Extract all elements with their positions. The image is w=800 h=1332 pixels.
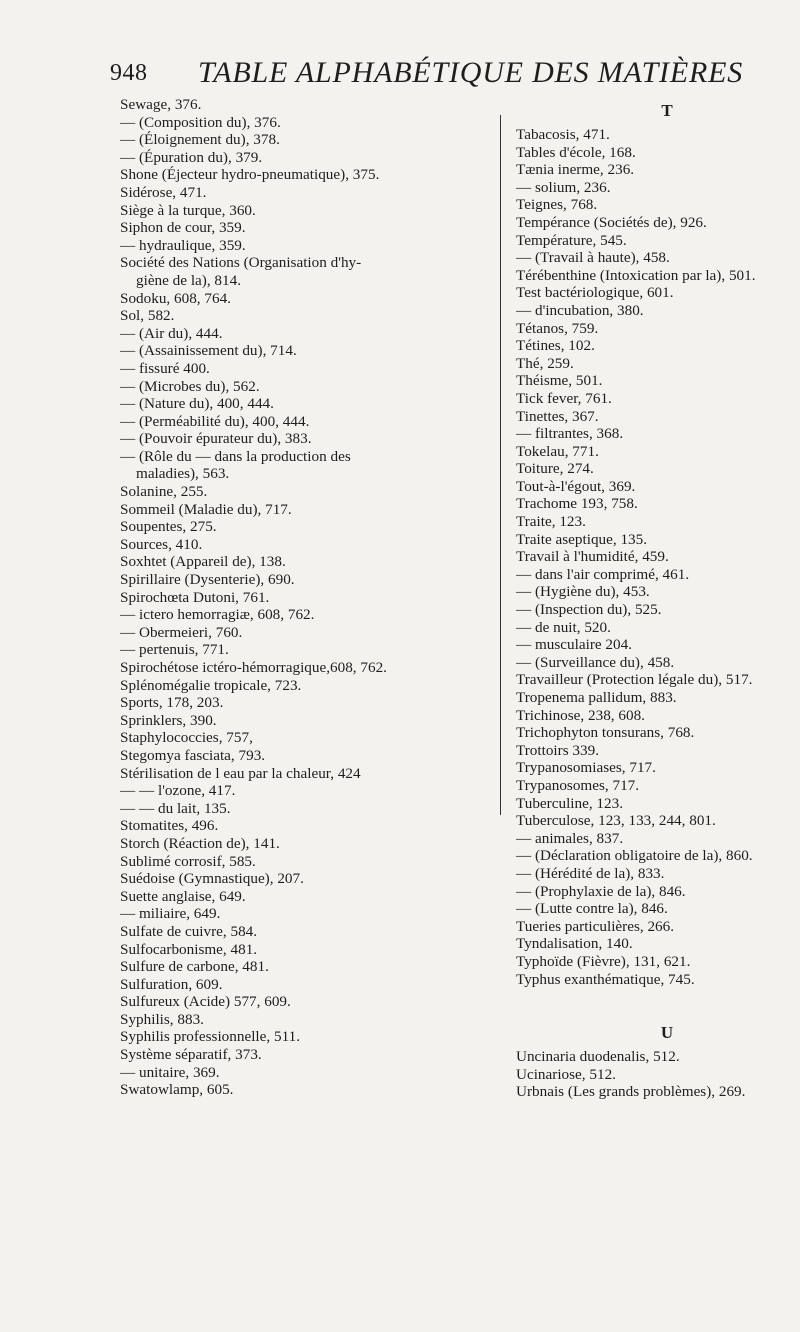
section-t-entries: [516, 126, 798, 988]
right-column: [516, 96, 798, 1101]
index-entry: Siphon de cour, 359.: [120, 219, 246, 237]
index-entry: Tuberculose, 123, 133, 244, 801.: [516, 812, 716, 830]
index-entry: — Obermeieri, 760.: [120, 623, 243, 641]
index-entry: — musculaire 204.: [516, 636, 632, 654]
index-entry: giène de la), 814.: [136, 271, 242, 289]
index-entry: Soxhtet (Appareil de), 138.: [120, 553, 286, 571]
index-entry: — (Microbes du), 562.: [120, 377, 260, 395]
index-entry: — d'incubation, 380.: [516, 301, 644, 319]
index-entry: — dans l'air comprimé, 461.: [516, 565, 690, 583]
index-entry: Sulfate de cuivre, 584.: [120, 922, 258, 940]
index-entry: Solanine, 255.: [120, 483, 208, 501]
index-entry: Traite, 123.: [516, 513, 586, 531]
index-entry: Stegomya fasciata, 793.: [120, 746, 266, 764]
index-entry: — — du lait, 135.: [120, 799, 231, 817]
index-entry: Tropenema pallidum, 883.: [516, 689, 677, 706]
index-entry: Thé, 259.: [516, 354, 574, 372]
index-entry: Tueries particulières, 266.: [516, 917, 675, 935]
index-entry: — (Surveillance du), 458.: [516, 653, 675, 671]
index-entry: Système séparatif, 373.: [120, 1046, 262, 1064]
index-entry: Urbnais (Les grands problèmes), 269.: [516, 1083, 746, 1101]
index-entry: Trottoirs 339.: [516, 741, 599, 759]
index-entry: Tænia inerme, 236.: [516, 161, 635, 179]
index-entry: Typhus exanthématique, 745.: [516, 970, 695, 988]
index-entry: Sewage, 376.: [120, 96, 202, 113]
index-entry: — filtrantes, 368.: [516, 425, 624, 443]
index-entry: Trichinose, 238, 608.: [516, 706, 645, 724]
index-entry: Sulfuration, 609.: [120, 975, 223, 993]
index-entry: Toiture, 274.: [516, 460, 594, 478]
index-entry: — animales, 837.: [516, 829, 624, 847]
section-letter-u: U: [660, 1023, 674, 1043]
index-entry: Sulfocarbonisme, 481.: [120, 940, 258, 958]
index-entry: — (Déclaration obligatoire de la), 860.: [516, 847, 753, 865]
index-entry: — (Assainissement du), 714.: [120, 342, 297, 360]
index-entry: — (Prophylaxie de la), 846.: [516, 882, 686, 900]
index-entry: — (Rôle du — dans la production des: [120, 447, 351, 465]
index-entry: Tuberculine, 123.: [516, 794, 624, 812]
index-entry: Sprinklers, 390.: [120, 711, 217, 729]
index-entry: — (Nature du), 400, 444.: [120, 395, 274, 413]
index-entry: Storch (Réaction de), 141.: [120, 834, 280, 852]
index-entry: Tout-à-l'égout, 369.: [516, 477, 636, 495]
index-entry: — (Éloignement du), 378.: [120, 131, 280, 149]
index-entry: Trypanosomiases, 717.: [516, 759, 656, 777]
index-entry: Sidérose, 471.: [120, 183, 207, 201]
index-entry: Teignes, 768.: [516, 196, 598, 214]
index-entry: Théisme, 501.: [516, 372, 603, 390]
index-entry: Tyndalisation, 140.: [516, 935, 633, 953]
index-entry: Swatowlamp, 605.: [120, 1081, 234, 1099]
index-entry: — pertenuis, 771.: [120, 641, 229, 659]
index-entry: — (Pouvoir épurateur du), 383.: [120, 430, 312, 448]
index-entry: — (Inspection du), 525.: [516, 601, 662, 619]
index-entry: Sommeil (Maladie du), 717.: [120, 500, 292, 518]
column-divider: [500, 115, 501, 815]
index-entry: — ictero hemorragiæ, 608, 762.: [120, 606, 315, 624]
index-entry: — (Perméabilité du), 400, 444.: [120, 412, 310, 430]
index-entry: Splénomégalie tropicale, 723.: [120, 676, 302, 694]
index-entry: — (Hygiène du), 453.: [516, 583, 650, 601]
index-entry: Stomatites, 496.: [120, 817, 219, 835]
index-entry: Société des Nations (Organisation d'hy-: [120, 254, 362, 272]
index-entry: Sodoku, 608, 764.: [120, 289, 231, 307]
index-entry: Tempérance (Sociétés de), 926.: [516, 213, 707, 231]
index-entry: Sol, 582.: [120, 307, 175, 325]
index-entry: Tabacosis, 471.: [516, 126, 610, 143]
index-entry: — — l'ozone, 417.: [120, 782, 236, 800]
index-entry: Sulfureux (Acide) 577, 609.: [120, 993, 291, 1011]
index-entry: — (Air du), 444.: [120, 324, 223, 342]
index-entry: Tick fever, 761.: [516, 389, 612, 407]
index-entry: Syphilis, 883.: [120, 1010, 204, 1028]
index-entry: Sports, 178, 203.: [120, 694, 224, 712]
index-entry: Trichophyton tonsurans, 768.: [516, 724, 695, 742]
index-entry: Sulfure de carbone, 481.: [120, 958, 269, 976]
index-entry: Tinettes, 367.: [516, 407, 599, 425]
index-entry: Température, 545.: [516, 231, 627, 249]
index-entry: Stérilisation de l eau par la chaleur, 424: [120, 764, 361, 782]
index-entry: Syphilis professionnelle, 511.: [120, 1028, 300, 1046]
index-entry: maladies), 563.: [136, 465, 230, 483]
index-entry: Trypanosomes, 717.: [516, 776, 640, 794]
section-gap: [516, 988, 798, 1018]
index-entry: Siège à la turque, 360.: [120, 201, 256, 219]
index-entry: Sources, 410.: [120, 535, 203, 553]
index-entry: Uncinaria duodenalis, 512.: [516, 1048, 680, 1066]
index-entry: Tétanos, 759.: [516, 319, 599, 337]
index-entry: — (Travail à haute), 458.: [516, 249, 670, 267]
index-entry: — (Composition du), 376.: [120, 113, 281, 131]
index-entry: — (Hérédité de la), 833.: [516, 864, 665, 882]
page-number: 948: [110, 60, 148, 86]
index-entry: Tokelau, 771.: [516, 442, 599, 460]
index-entry: — fissuré 400.: [120, 359, 210, 377]
index-entry: Traite aseptique, 135.: [516, 530, 648, 548]
section-letter-t: T: [661, 101, 673, 120]
index-entry: Ucinariose, 512.: [516, 1065, 616, 1083]
index-entry: Test bactériologique, 601.: [516, 284, 674, 302]
index-entry: Spirochœta Dutoni, 761.: [120, 588, 270, 606]
index-entry: — solium, 236.: [516, 178, 611, 196]
index-entry: Suette anglaise, 649.: [120, 887, 246, 905]
index-entry: — de nuit, 520.: [516, 618, 611, 636]
index-entry: Trachome 193, 758.: [516, 495, 638, 513]
index-entry: Typhoïde (Fièvre), 131, 621.: [516, 952, 691, 970]
index-entry: Tables d'école, 168.: [516, 143, 636, 161]
left-column: [120, 96, 490, 1099]
index-entry: — (Épuration du), 379.: [120, 148, 263, 166]
index-entry: Spirochétose ictéro-hémorragique,608, 762.: [120, 659, 387, 676]
index-entry: Térébenthine (Intoxication par la), 501.: [516, 266, 756, 284]
index-entry: Shone (Éjecteur hydro-pneumatique), 375.: [120, 166, 380, 184]
index-entry: — hydraulique, 359.: [120, 236, 246, 254]
running-head: TABLE ALPHABÉTIQUE DES MATIÈRES: [198, 56, 744, 89]
index-entry: Travail à l'humidité, 459.: [516, 548, 669, 566]
index-entry: Travailleur (Protection légale du), 517.: [516, 671, 753, 689]
index-entry: Tétines, 102.: [516, 337, 595, 355]
index-entry: Suédoise (Gymnastique), 207.: [120, 870, 304, 888]
section-u-entries: [516, 1048, 798, 1101]
index-entry: — (Lutte contre la), 846.: [516, 900, 668, 918]
index-entry: Staphylococcies, 757,: [120, 729, 253, 747]
index-entry: — unitaire, 369.: [120, 1063, 220, 1081]
index-entry: — miliaire, 649.: [120, 905, 221, 923]
index-entry: Spirillaire (Dysenterie), 690.: [120, 571, 295, 589]
index-entry: Soupentes, 275.: [120, 518, 217, 536]
index-entry: Sublimé corrosif, 585.: [120, 852, 256, 870]
